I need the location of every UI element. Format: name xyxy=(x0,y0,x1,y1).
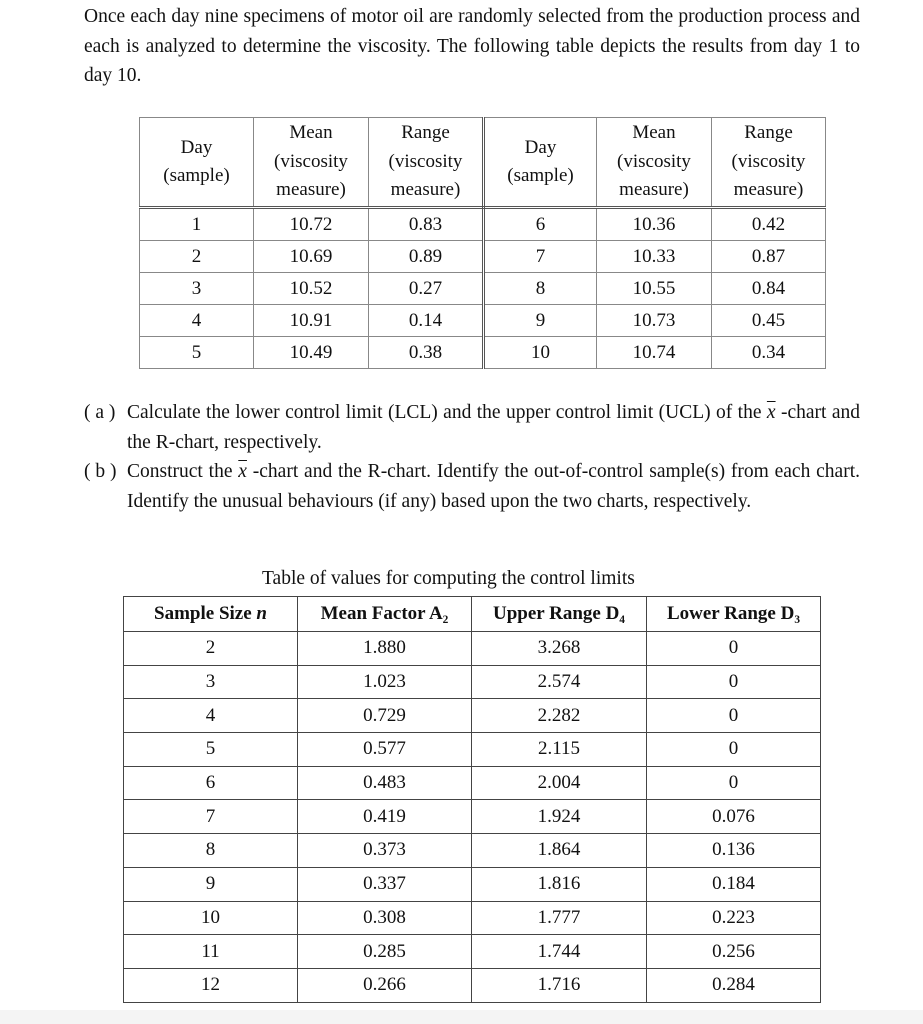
cell-mean: 10.72 xyxy=(254,208,369,241)
viscosity-table xyxy=(139,117,826,369)
cell-d4: 1.816 xyxy=(472,867,647,901)
cell-a2: 0.577 xyxy=(298,733,472,767)
cell-range: 0.27 xyxy=(369,273,484,305)
cell-d3: 0 xyxy=(647,665,821,699)
cell-d3: 0 xyxy=(647,632,821,666)
question-b-text-end: -chart and the R-chart. Identify the out-of-control sample(s) from each chart. Identify the unusual behaviours (if any) based upon the two charts, respectively. xyxy=(127,461,860,512)
cell-mean: 10.69 xyxy=(254,241,369,273)
table-row xyxy=(124,766,821,800)
cell-range: 0.87 xyxy=(712,241,826,273)
cell-sample-size: 3 xyxy=(124,665,298,699)
cell-range: 0.84 xyxy=(712,273,826,305)
cell-a2: 0.285 xyxy=(298,935,472,969)
table-row xyxy=(124,867,821,901)
cell-mean: 10.36 xyxy=(597,208,712,241)
header-range-b: Range (viscosity measure) xyxy=(712,118,826,208)
cell-d4: 1.924 xyxy=(472,800,647,834)
cell-sample-size: 6 xyxy=(124,766,298,800)
cell-range: 0.45 xyxy=(712,305,826,337)
cell-day: 4 xyxy=(140,305,254,337)
cell-d3: 0.076 xyxy=(647,800,821,834)
table-row xyxy=(124,733,821,767)
cell-d3: 0.256 xyxy=(647,935,821,969)
cell-day: 6 xyxy=(484,208,597,241)
table-row xyxy=(140,337,826,369)
cell-mean: 10.33 xyxy=(597,241,712,273)
cell-a2: 1.880 xyxy=(298,632,472,666)
factor-table-caption: Table of values for computing the control limits xyxy=(262,568,635,589)
cell-d4: 3.268 xyxy=(472,632,647,666)
cell-d4: 1.716 xyxy=(472,968,647,1002)
cell-a2: 0.729 xyxy=(298,699,472,733)
header-day-a: Day (sample) xyxy=(140,118,254,208)
cell-a2: 0.373 xyxy=(298,834,472,868)
table-row xyxy=(124,699,821,733)
cell-d4: 2.004 xyxy=(472,766,647,800)
cell-sample-size: 4 xyxy=(124,699,298,733)
x-bar-symbol: $\overline{x}$ xyxy=(766,402,776,423)
cell-d3: 0.184 xyxy=(647,867,821,901)
question-b xyxy=(84,457,860,516)
cell-range: 0.34 xyxy=(712,337,826,369)
question-a-label: ( a ) xyxy=(84,402,116,423)
cell-day: 2 xyxy=(140,241,254,273)
intro-paragraph: Once each day nine specimens of motor oil are randomly selected from the production process and each is analyzed to determine the viscosity. The following table depicts the results from day 1 to day 10. xyxy=(84,6,860,86)
cell-d3: 0.136 xyxy=(647,834,821,868)
table-row xyxy=(124,800,821,834)
header-range-a: Range (viscosity measure) xyxy=(369,118,484,208)
cell-range: 0.14 xyxy=(369,305,484,337)
table-row xyxy=(124,935,821,969)
question-a-text-end: -chart and the R-chart, respectively. xyxy=(127,402,860,453)
cell-mean: 10.49 xyxy=(254,337,369,369)
cell-d3: 0 xyxy=(647,766,821,800)
header-lower-range: Lower Range D₃ xyxy=(647,597,821,632)
table-row xyxy=(124,665,821,699)
cell-d3: 0 xyxy=(647,699,821,733)
header-mean-b: Mean (viscosity measure) xyxy=(597,118,712,208)
header-day-b: Day (sample) xyxy=(484,118,597,208)
cell-d3: 0.223 xyxy=(647,901,821,935)
cell-mean: 10.74 xyxy=(597,337,712,369)
header-mean-a: Mean (viscosity measure) xyxy=(254,118,369,208)
cell-a2: 0.483 xyxy=(298,766,472,800)
cell-mean: 10.52 xyxy=(254,273,369,305)
cell-day: 7 xyxy=(484,241,597,273)
cell-sample-size: 9 xyxy=(124,867,298,901)
cell-range: 0.83 xyxy=(369,208,484,241)
table-row xyxy=(124,632,821,666)
cell-d4: 1.864 xyxy=(472,834,647,868)
control-factor-table xyxy=(123,596,821,1003)
cell-mean: 10.91 xyxy=(254,305,369,337)
table-row xyxy=(124,968,821,1002)
question-b-text-start: Construct the xyxy=(127,461,239,482)
cell-d3: 0 xyxy=(647,733,821,767)
cell-sample-size: 10 xyxy=(124,901,298,935)
question-a-text-start: Calculate the lower control limit (LCL) and the upper control limit (UCL) of the xyxy=(127,402,767,423)
question-b-label: ( b ) xyxy=(84,461,117,482)
table-row xyxy=(140,273,826,305)
cell-sample-size: 8 xyxy=(124,834,298,868)
cell-range: 0.38 xyxy=(369,337,484,369)
cell-day: 3 xyxy=(140,273,254,305)
cell-sample-size: 5 xyxy=(124,733,298,767)
header-mean-factor: Mean Factor A₂ xyxy=(298,597,472,632)
header-upper-range: Upper Range D₄ xyxy=(472,597,647,632)
cell-range: 0.89 xyxy=(369,241,484,273)
cell-a2: 0.308 xyxy=(298,901,472,935)
cell-d3: 0.284 xyxy=(647,968,821,1002)
cell-sample-size: 11 xyxy=(124,935,298,969)
table-row xyxy=(140,208,826,241)
cell-mean: 10.73 xyxy=(597,305,712,337)
cell-day: 9 xyxy=(484,305,597,337)
cell-d4: 1.777 xyxy=(472,901,647,935)
cell-day: 5 xyxy=(140,337,254,369)
factor-table-header xyxy=(124,597,821,632)
cell-d4: 1.744 xyxy=(472,935,647,969)
table-row xyxy=(124,901,821,935)
cell-mean: 10.55 xyxy=(597,273,712,305)
x-bar-symbol: $\overline{x}$ xyxy=(238,461,247,482)
cell-a2: 0.419 xyxy=(298,800,472,834)
table-row xyxy=(124,834,821,868)
cell-sample-size: 12 xyxy=(124,968,298,1002)
header-sample-size: Sample Size n xyxy=(124,597,298,632)
cell-day: 8 xyxy=(484,273,597,305)
table-row xyxy=(140,241,826,273)
table-row xyxy=(140,305,826,337)
cell-range: 0.42 xyxy=(712,208,826,241)
cell-d4: 2.282 xyxy=(472,699,647,733)
cell-sample-size: 7 xyxy=(124,800,298,834)
cell-day: 10 xyxy=(484,337,597,369)
cell-d4: 2.115 xyxy=(472,733,647,767)
cell-a2: 1.023 xyxy=(298,665,472,699)
viscosity-table-header xyxy=(140,118,826,208)
cell-a2: 0.266 xyxy=(298,968,472,1002)
cell-d4: 2.574 xyxy=(472,665,647,699)
page-bottom-edge xyxy=(0,1010,923,1024)
cell-day: 1 xyxy=(140,208,254,241)
question-a xyxy=(84,398,860,457)
cell-a2: 0.337 xyxy=(298,867,472,901)
cell-sample-size: 2 xyxy=(124,632,298,666)
